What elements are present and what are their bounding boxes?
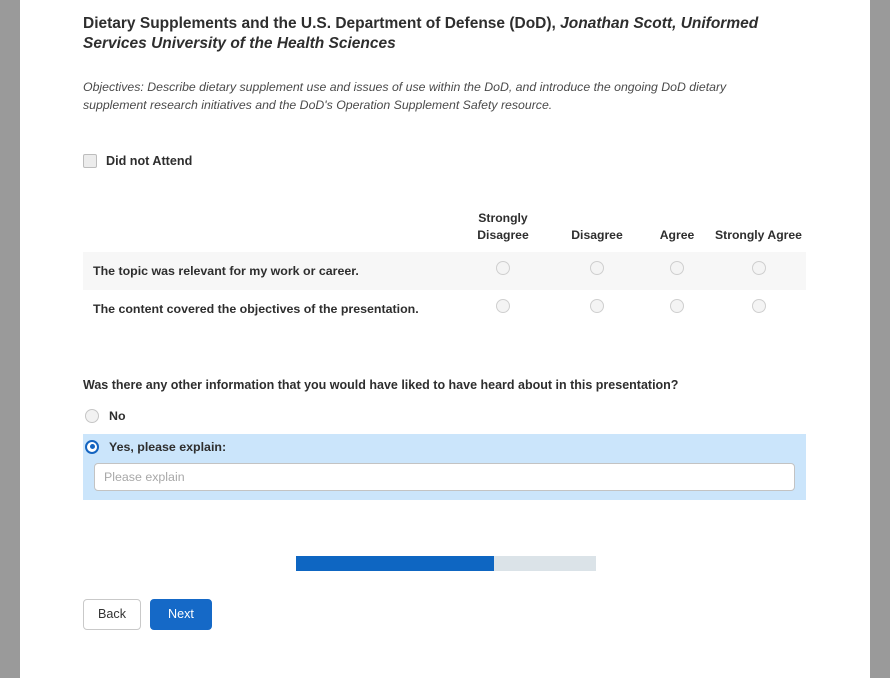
button-row	[83, 599, 808, 630]
matrix-cell-row1-disagree[interactable]	[551, 290, 643, 328]
survey-page	[20, 0, 870, 678]
option-no-label: No	[109, 408, 126, 423]
radio-selected-icon[interactable]	[85, 440, 99, 454]
matrix-row-statement: The topic was relevant for my work or career.	[83, 252, 455, 290]
free-response-question: Was there any other information that you would have liked to have heard about in this presentation?	[83, 377, 679, 392]
objectives-text: Objectives: Describe dietary supplement use and issues of use within the DoD, and introduce the ongoing DoD dietary supplement research initiatives and the DoD's Operation Supplement Safety resource.	[83, 79, 727, 113]
explain-input[interactable]	[94, 463, 795, 491]
did-not-attend-label: Did not Attend	[106, 154, 193, 169]
progress-track	[296, 556, 596, 571]
radio-icon[interactable]	[752, 261, 766, 275]
matrix-stub-header	[83, 210, 455, 252]
matrix-cell-row0-disagree[interactable]	[551, 252, 643, 290]
back-button[interactable]: Back	[83, 599, 141, 630]
table-row	[83, 290, 806, 328]
matrix-col-header-disagree: Disagree	[571, 227, 623, 242]
page-title	[83, 14, 783, 54]
survey-content	[20, 0, 870, 630]
radio-icon[interactable]	[590, 261, 604, 275]
likert-matrix	[83, 210, 806, 328]
option-yes-row[interactable]	[83, 434, 806, 460]
matrix-cell-row0-strongly-disagree[interactable]	[455, 252, 551, 290]
progress-fill	[296, 556, 494, 571]
page-title-main: Dietary Supplements and the U.S. Department of Defense (DoD),	[83, 15, 561, 32]
option-yes-label: Yes, please explain:	[109, 439, 227, 454]
option-no-row[interactable]	[83, 404, 808, 428]
matrix-col-header-strongly-agree: Strongly Agree	[715, 227, 802, 242]
progress-bar-wrapper	[83, 556, 808, 571]
radio-icon[interactable]	[496, 261, 510, 275]
matrix-col-header-strongly-disagree: Strongly Disagree	[477, 211, 529, 242]
radio-icon[interactable]	[670, 299, 684, 313]
matrix-cell-row1-strongly-agree[interactable]	[711, 290, 806, 328]
matrix-cell-row0-agree[interactable]	[643, 252, 711, 290]
matrix-cell-row0-strongly-agree[interactable]	[711, 252, 806, 290]
table-row	[83, 252, 806, 290]
matrix-col-header-agree: Agree	[659, 227, 695, 242]
matrix-cell-row1-agree[interactable]	[643, 290, 711, 328]
matrix-row-statement: The content covered the objectives of the presentation.	[93, 301, 419, 316]
radio-icon[interactable]	[85, 409, 99, 423]
radio-icon[interactable]	[752, 299, 766, 313]
did-not-attend-checkbox[interactable]	[83, 154, 97, 168]
did-not-attend-row[interactable]	[83, 151, 808, 171]
radio-icon[interactable]	[670, 261, 684, 275]
matrix-header-row	[83, 210, 806, 252]
page-title-speaker: Jonathan Scott, Uniformed Services University of the Health Sciences	[83, 15, 759, 52]
radio-icon[interactable]	[590, 299, 604, 313]
explain-field-wrapper	[83, 460, 806, 500]
next-button[interactable]: Next	[150, 599, 212, 630]
matrix-cell-row1-strongly-disagree[interactable]	[455, 290, 551, 328]
radio-icon[interactable]	[496, 299, 510, 313]
